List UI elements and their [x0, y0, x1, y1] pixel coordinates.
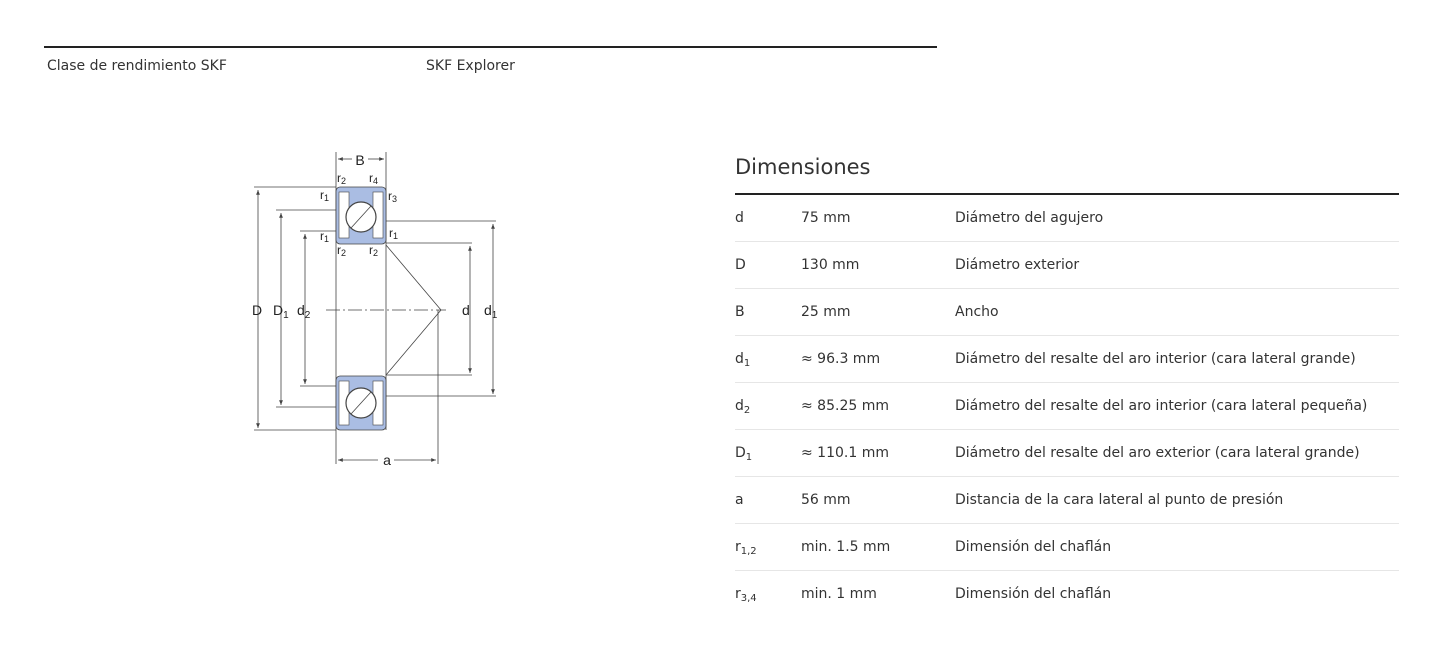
label-B: B: [355, 152, 365, 168]
dimension-value: min. 1 mm: [801, 586, 877, 602]
header-rule: [44, 46, 937, 48]
label-D1: $D_1$: [273, 302, 289, 321]
dimension-value: ≈ 85.25 mm: [801, 383, 955, 430]
table-row: [735, 195, 1399, 242]
dimension-symbol: $r_{3,4}$: [735, 586, 757, 604]
label-r2-bottom-left: r2: [337, 243, 347, 258]
dimension-description: Diámetro del resalte del aro exterior (cara lateral grande): [955, 430, 1399, 477]
dimension-value: ≈ 110.1 mm: [801, 430, 955, 477]
table-row: [735, 336, 1399, 383]
dimension-symbol: a: [735, 477, 801, 524]
dimension-symbol: $D_1$: [735, 430, 801, 477]
dimension-symbol: $d_2$: [735, 383, 801, 430]
dimensions-table: [735, 195, 1399, 617]
performance-class-label: Clase de rendimiento SKF: [47, 58, 227, 74]
dimension-description: Dimensión del chaflán: [955, 524, 1399, 571]
label-r1-inner-left: r1: [320, 229, 330, 244]
bearing-section-top: [336, 187, 386, 244]
dimension-symbol: B: [735, 289, 801, 336]
dimension-value: 130 mm: [801, 242, 955, 289]
label-d: d: [462, 302, 470, 318]
label-r2-bottom-right: r2: [369, 243, 379, 258]
dimension-symbol: d: [735, 195, 801, 242]
dimension-description: Diámetro del resalte del aro interior (cara lateral grande): [955, 336, 1399, 383]
bearing-drawing: [240, 148, 520, 468]
table-row: [735, 571, 1399, 618]
table-row: [735, 524, 1399, 571]
dimension-value: ≈ 96.3 mm: [801, 336, 955, 383]
dimension-symbol: $d_1$: [735, 336, 801, 383]
label-a: a: [383, 452, 391, 468]
dimension-description: Diámetro exterior: [955, 242, 1399, 289]
dimension-description: Ancho: [955, 289, 1399, 336]
dimension-value: min. 1.5 mm: [801, 524, 955, 571]
dimension-symbol: D: [735, 242, 801, 289]
dimension-value: 25 mm: [801, 289, 955, 336]
table-row: [735, 477, 1399, 524]
table-row: [735, 242, 1399, 289]
label-d2: $d_2$: [297, 302, 311, 321]
label-D: D: [252, 302, 263, 318]
dimension-symbol: $r_{1,2}$: [735, 524, 801, 571]
performance-class-value: SKF Explorer: [426, 58, 515, 74]
bearing-section-bottom: [336, 376, 386, 430]
dimension-description: Diámetro del agujero: [955, 195, 1399, 242]
label-r1-inner-right: r1: [389, 226, 399, 241]
label-r3-top: r3: [388, 189, 398, 204]
dimensions-title: Dimensiones: [735, 155, 871, 179]
dimension-value: 56 mm: [801, 477, 955, 524]
table-row: [735, 289, 1399, 336]
table-row: [735, 430, 1399, 477]
label-r2-top-left: r2: [337, 171, 347, 186]
label-r1-top-left: r1: [320, 188, 330, 203]
dimension-description: Dimensión del chaflán: [955, 586, 1112, 602]
dimension-value: 75 mm: [801, 195, 955, 242]
table-row: [735, 383, 1399, 430]
label-r4-top: r4: [369, 171, 379, 186]
dimension-description: Diámetro del resalte del aro interior (cara lateral pequeña): [955, 383, 1399, 430]
dimension-description: Distancia de la cara lateral al punto de presión: [955, 477, 1399, 524]
label-d1: $d_1$: [484, 302, 498, 321]
